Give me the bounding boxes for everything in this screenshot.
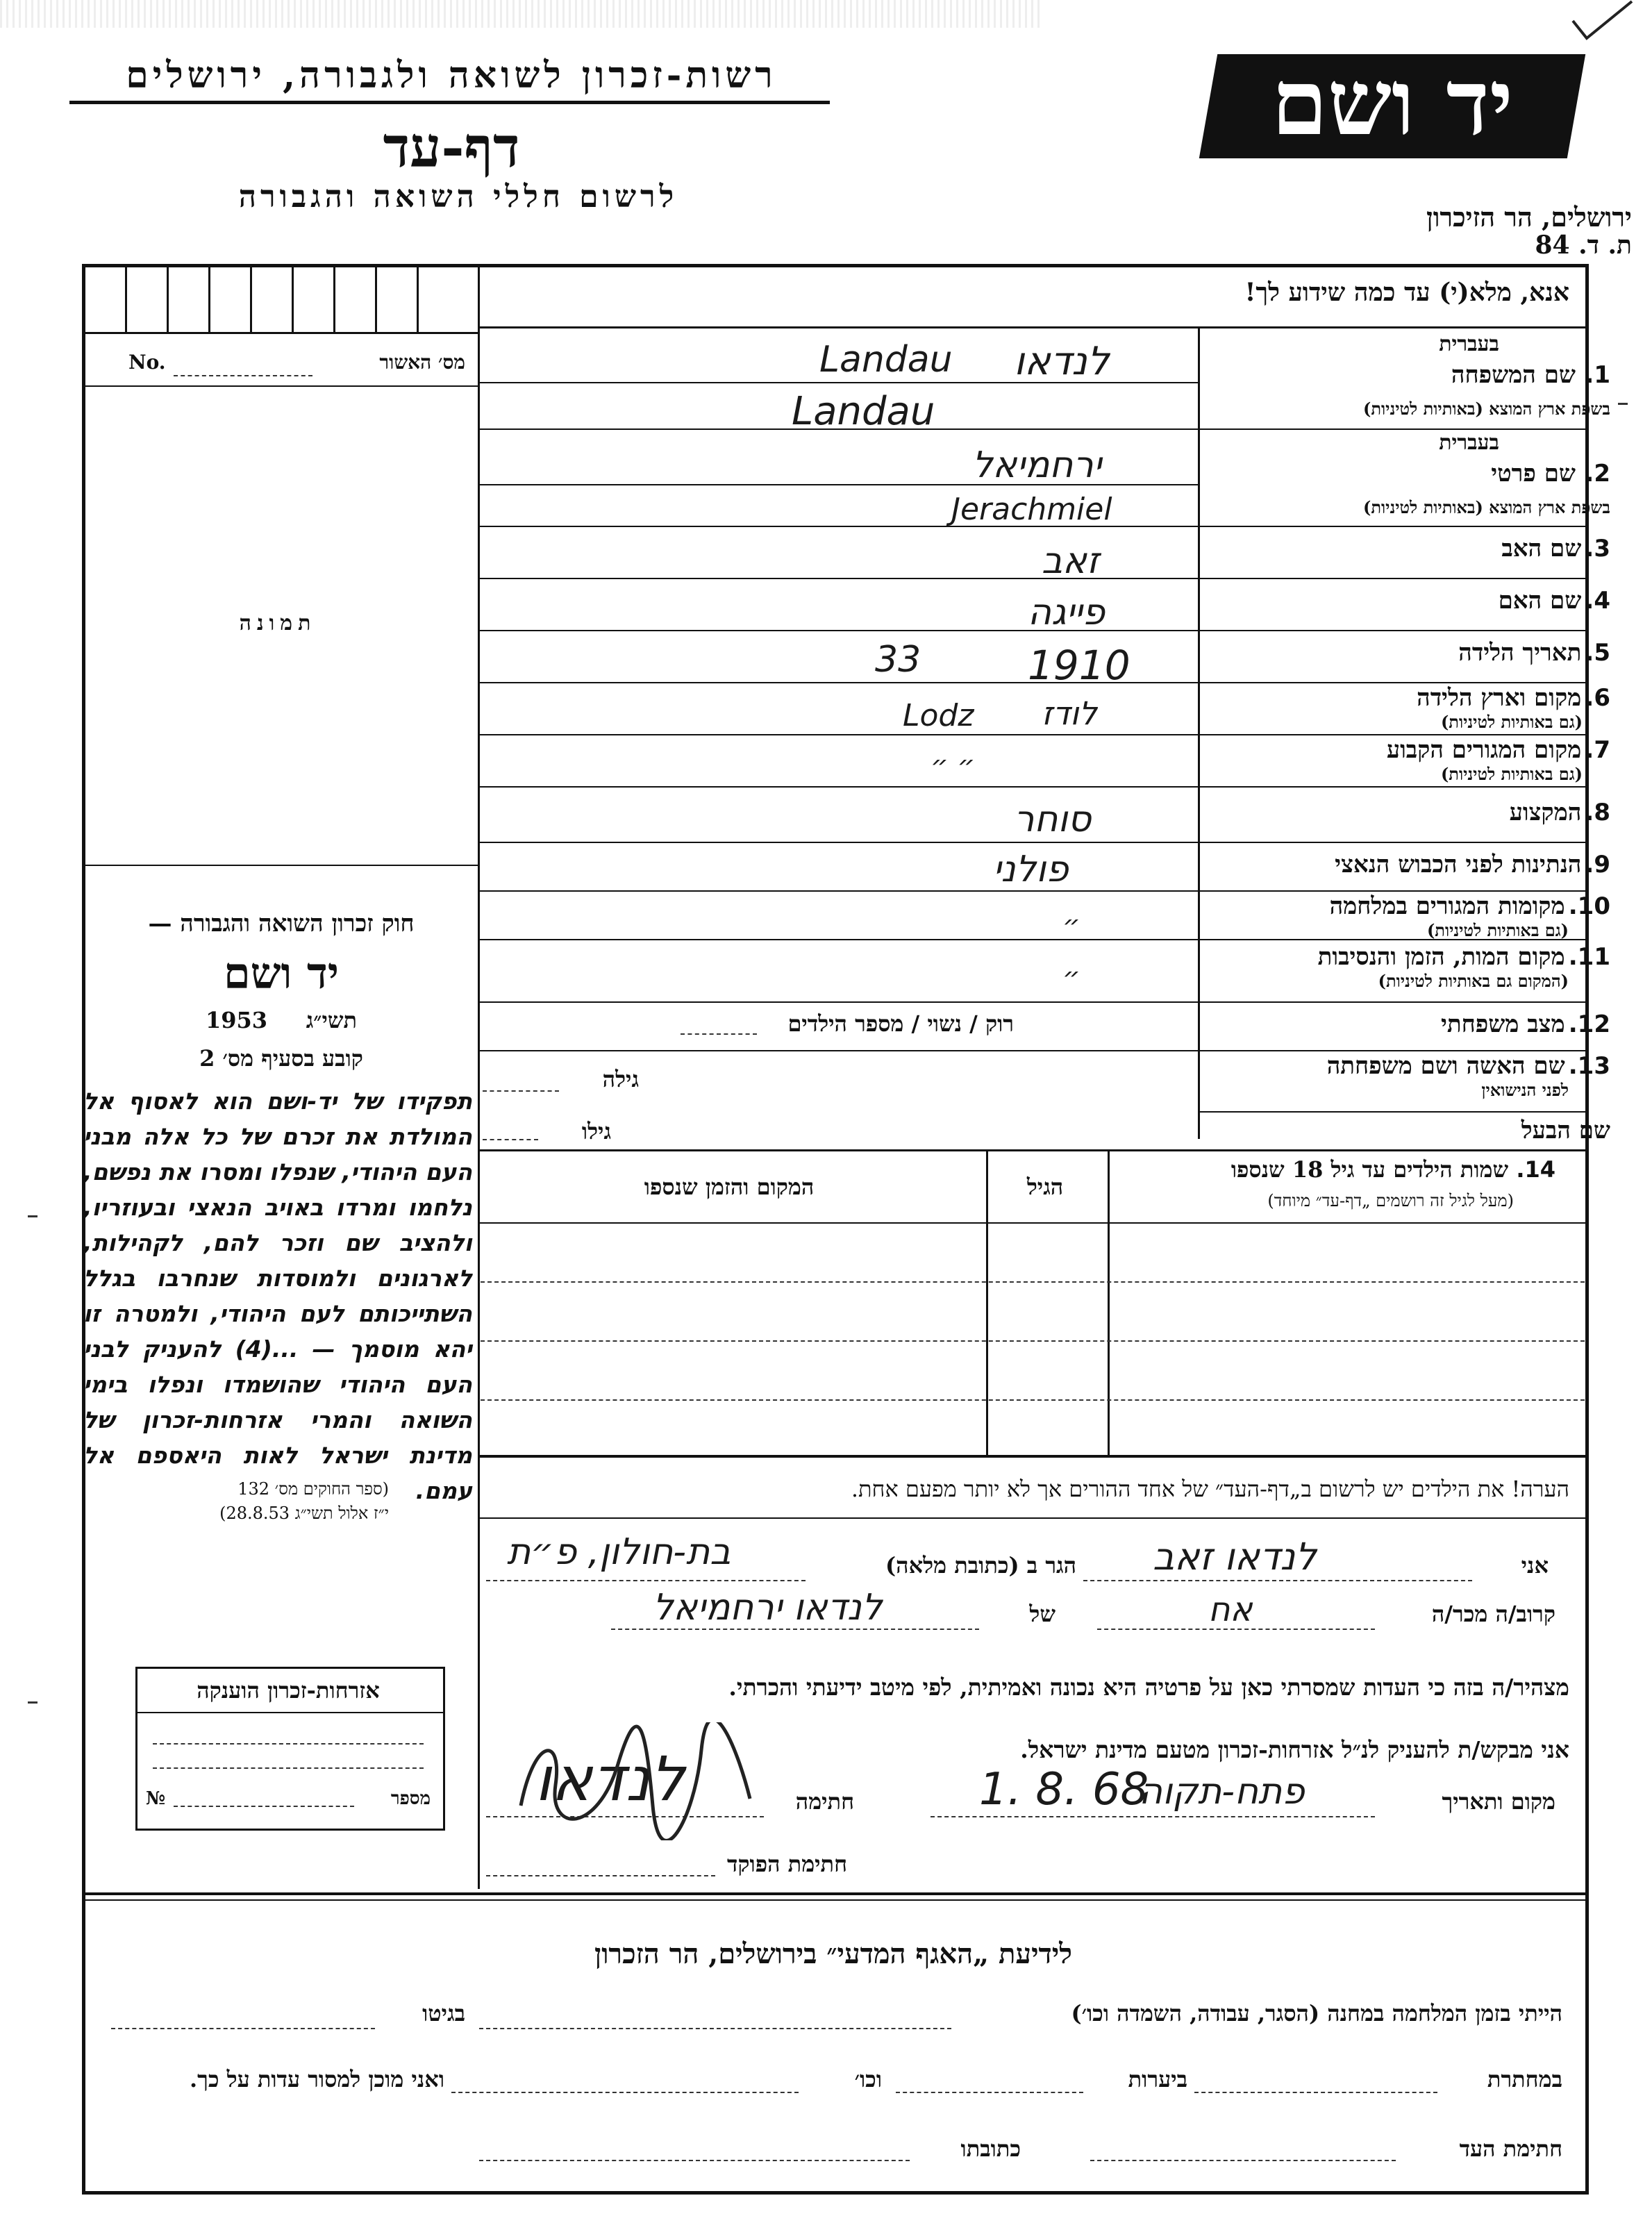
checkmark-icon: [1569, 0, 1639, 42]
official-signature-label: חתימת הפוקד: [727, 1851, 847, 1877]
field-6-value[interactable]: לודז: [1042, 694, 1097, 732]
field-13-label: [1327, 1052, 1610, 1101]
box-divider: [417, 264, 419, 333]
form-subtitle: לרשום חללי השואה והגבורה: [238, 179, 678, 215]
law-ref-1: (ספר החוקים מס׳ 132: [237, 1479, 389, 1499]
field-2-value-he[interactable]: ירחמיאל: [972, 444, 1102, 486]
approval-no-label: No.: [128, 351, 166, 374]
field-13-num: 13.: [1568, 1052, 1610, 1080]
field-7-num: 7.: [1585, 736, 1610, 764]
field-3-value[interactable]: זאב: [1042, 540, 1099, 582]
declarant-of-line: [611, 1629, 979, 1630]
row-rule: [1198, 526, 1587, 527]
field-12-num: 12.: [1568, 1010, 1610, 1038]
field-1-value-latin-2[interactable]: Landau: [792, 389, 935, 434]
row-rule: [1198, 1001, 1587, 1003]
form-title: דף-עד: [383, 115, 520, 180]
declarant-of-label: של: [1029, 1601, 1056, 1627]
box-divider: [208, 264, 210, 333]
field-7-value[interactable]: ״ ״: [931, 750, 976, 782]
authority-underline: [69, 101, 830, 104]
value-rule: [479, 1001, 1198, 1003]
footer-underground-field[interactable]: [1194, 2092, 1437, 2093]
value-rule: [479, 1050, 1198, 1051]
footer-address-field[interactable]: [479, 2160, 910, 2161]
field-11-value[interactable]: ״: [1062, 962, 1081, 994]
field-8-label: [1510, 799, 1610, 826]
citizenship-line-1[interactable]: [153, 1743, 424, 1745]
signature-label: חתימה: [795, 1788, 854, 1815]
field-5-label: [1458, 639, 1610, 667]
declarant-resides-label: הגר ב (כתובת מלאה): [885, 1552, 1076, 1579]
children-note: (מעל לגיל זה רושמים „דף-עד״ מיוחד): [1267, 1191, 1514, 1210]
footer-rule-1: [82, 1892, 1589, 1895]
field-1-num: 1.: [1585, 361, 1610, 389]
field-10-title: מקומות המגורים במלחמה: [1329, 892, 1565, 920]
field-5-value[interactable]: 1910: [1028, 642, 1130, 689]
declaration: מצהיר/ה בזה כי העדות שמסרתי כאן על פרטיה היא נכונה ואמיתית, לפי מיטב ידיעתי והכרתי.: [728, 1674, 1569, 1701]
field-1-sub: בשפת ארץ המוצא (באותיות לטיניות): [1363, 399, 1610, 419]
field-11-num: 11.: [1568, 943, 1610, 971]
field-10-sub: (גם באותיות לטיניות): [1426, 920, 1569, 940]
children-count-field[interactable]: [681, 1033, 757, 1035]
field-2-tag: בעברית: [1439, 431, 1499, 455]
label-column-border: [1198, 326, 1200, 1139]
footer-witness-field[interactable]: [1090, 2160, 1396, 2161]
footer-address: כתובתו: [960, 2135, 1021, 2162]
children-row[interactable]: [481, 1340, 1585, 1342]
row-rule: [1198, 1050, 1587, 1051]
row-rule: [1198, 428, 1587, 430]
value-rule: [479, 734, 1198, 735]
field-9-title: הנתינות לפני הכבוש הנאצי: [1335, 851, 1582, 879]
field-5-num: 5.: [1585, 639, 1610, 667]
field-8-title: המקצוע: [1509, 799, 1582, 826]
citizenship-box-title: אזרחות-זכרון הוענקה: [197, 1677, 380, 1704]
field-11-sub: (המקום גם באותיות לטיניות): [1378, 971, 1569, 991]
citizenship-line-2[interactable]: [153, 1767, 424, 1769]
box-divider: [167, 264, 169, 333]
field-6-num: 6.: [1585, 684, 1610, 712]
children-col-age: הגיל: [1026, 1174, 1064, 1200]
field-1-tag: בעברית: [1439, 332, 1499, 356]
field-6-value-latin[interactable]: Lodz: [903, 698, 974, 733]
declarant-relation-label: קרוב/ה מכר/ה: [1431, 1601, 1555, 1627]
husband-label: [1521, 1117, 1610, 1144]
box-divider: [125, 264, 127, 333]
footer-witness-signature: חתימת העד: [1459, 2135, 1562, 2162]
law-ref-2: י״ז אלול תשי״ג 28.8.53): [219, 1504, 389, 1523]
row-rule: [1198, 734, 1587, 735]
field-11-label: [1318, 943, 1610, 992]
field-9-value[interactable]: פולני: [993, 849, 1069, 890]
photo-area[interactable]: [87, 389, 476, 868]
field-9-label: [1335, 851, 1610, 879]
field-2-title: שם פרטי: [1491, 460, 1576, 488]
field-5-title: תאריך הלידה: [1458, 639, 1582, 667]
field-2-value-latin[interactable]: Jerachmiel: [951, 492, 1112, 527]
photo-bottom: [82, 865, 479, 866]
footer-title: לידיעת „האגף המדעי״ בירושלים, הר הזכרון: [594, 1938, 1072, 1970]
law-logo: יד ושם: [223, 948, 340, 999]
place-value[interactable]: פתח-תקוה: [1139, 1771, 1305, 1813]
po-box: ת. ד. 84: [1535, 231, 1632, 260]
signature-scribble-icon: [507, 1722, 771, 1840]
field-4-num: 4.: [1585, 587, 1610, 615]
law-text: תפקידו של יד-ושם הוא לאסוף אל המולדת את זכרם של כל אלה מבני העם היהודי, שנפלו ומסרו את נפשם, נלחמו ומרדו באויב הנאצי ובעוזריו, ולהציב שם וזכר להם, לקהילות, לארגונים ולמוסדות שנחרבו בגלל השתייכותם לעם היהודי, ולמטרה זו יהא מוסמך — ...(4) להעניק לבני העם היהודי שהושמדו ונפלו בימי השואה והמרי אזרחות-זכרון של מדינת ישראל לאות היאספם אל עמם.: [83, 1088, 472, 1504]
instruction-rule: [478, 326, 1587, 328]
field-9-num: 9.: [1585, 851, 1610, 879]
field-10-value[interactable]: ״: [1062, 910, 1081, 942]
frame-bottom: [82, 2191, 1589, 2195]
footer-ghetto-field[interactable]: [111, 2028, 375, 2029]
husband-age-field[interactable]: [483, 1139, 538, 1140]
footer-underground: במחתרת: [1487, 2066, 1562, 2092]
law-year-number: 1953: [205, 1007, 268, 1033]
field-2-num: 2.: [1585, 460, 1610, 488]
footer-etc-field[interactable]: [451, 2092, 799, 2093]
field-11-title: מקום המות, הזמן והנסיבות: [1317, 943, 1565, 971]
row-rule: [1198, 1111, 1587, 1113]
approval-number-field[interactable]: [174, 375, 312, 376]
place-date-line: [931, 1816, 1375, 1817]
children-title: שמות הילדים עד גיל 18 שנספו: [1230, 1156, 1509, 1183]
field-3-num: 3.: [1585, 535, 1610, 563]
row-rule: [1198, 578, 1587, 579]
citizenship-number-label: מספר: [390, 1788, 431, 1809]
field-10-num: 10.: [1568, 892, 1610, 920]
field-8-num: 8.: [1585, 799, 1610, 826]
photo-label: תמונה: [239, 611, 317, 635]
field-13-title: שם האשה ושם משפחתה: [1326, 1052, 1565, 1080]
children-label: [1111, 1156, 1555, 1183]
row-rule: [1198, 786, 1587, 788]
remark-rule: [478, 1517, 1587, 1519]
authority-name: רשות-זכרון לשואה ולגבורה, ירושלים: [126, 54, 777, 97]
declarant-of-name[interactable]: לנדאו ירחמיאל: [653, 1587, 883, 1629]
footer-forests: ביערות: [1128, 2066, 1187, 2092]
margin-mark: [28, 1701, 37, 1704]
footer-line-1: הייתי בזמן המלחמה במחנה (הסגר, עבודה, השמדה וכו׳): [1071, 2000, 1562, 2026]
children-col-age-right: [1108, 1149, 1110, 1455]
field-7-label: [1387, 736, 1610, 785]
address: ירושלים, הר הזיכרון: [1426, 201, 1632, 233]
footer-etc: וכו׳: [854, 2066, 882, 2092]
law-year: [90, 1007, 472, 1033]
field-6-label: [1417, 684, 1610, 733]
citizenship-title-rule: [135, 1712, 444, 1713]
children-col-place: המקום והזמן שנספו: [644, 1174, 815, 1200]
value-rule: [479, 842, 1198, 843]
declarant-relation[interactable]: אח: [1208, 1590, 1253, 1629]
field-8-value[interactable]: סוחר: [1014, 799, 1092, 840]
footer-forests-field[interactable]: [896, 2092, 1083, 2093]
row-rule: [1198, 682, 1587, 683]
field-6-title: מקום וארץ הלידה: [1417, 684, 1582, 712]
law-year-hebrew: תשי״ג: [306, 1007, 358, 1033]
declarant-address[interactable]: בת-חולון, פ״ת: [507, 1531, 731, 1573]
box-divider: [375, 264, 377, 333]
field-5-value-extra[interactable]: 33: [875, 639, 921, 681]
children-row[interactable]: [481, 1399, 1585, 1401]
instruction: אנא, מלא(י) עד כמה שידוע לך!: [1244, 278, 1569, 307]
place-date-label: מקום ותאריך: [1442, 1788, 1555, 1815]
wife-age-field[interactable]: [483, 1090, 559, 1092]
field-3-label: [1501, 535, 1610, 563]
citizenship-request: אני מבקש/ת להעניק לנ״ל אזרחות-זכרון מטעם מדינת ישראל.: [1020, 1736, 1569, 1763]
law-title: חוק זכרון השואה והגבורה —: [148, 910, 415, 938]
value-rule: [479, 786, 1198, 788]
children-header-rule: [478, 1222, 1587, 1224]
declarant-name-line: [1083, 1580, 1472, 1581]
children-col-age-left: [986, 1149, 988, 1455]
field-7-sub: (גם באותיות לטיניות): [1440, 764, 1583, 784]
box-divider: [292, 264, 294, 333]
approval-divider: [82, 385, 479, 387]
footer-ready: ואני מוכן למסור עדות על כך.: [189, 2066, 444, 2092]
husband-title: שם הבעל: [1521, 1117, 1610, 1144]
field-12-value: רוק / נשוי / מספר הילדים: [787, 1010, 1014, 1037]
margin-mark: [1618, 403, 1628, 405]
field-4-title: שם האם: [1498, 587, 1582, 615]
signature[interactable]: לנדאו: [535, 1743, 685, 1815]
approval-label: מס׳ האשור: [379, 351, 465, 374]
field-13-value: גילה: [602, 1066, 639, 1092]
remark: הערה! את הילדים יש לרשום ב„דף-העד״ של אחד ההורים אך לא יותר מפעם אחת.: [851, 1476, 1569, 1502]
children-num: 14.: [1516, 1156, 1555, 1183]
field-10-label: [1330, 892, 1610, 941]
law-clause: קובע בסעיף מס׳ 2: [199, 1045, 363, 1072]
declarant-ani-label: אני: [1521, 1552, 1549, 1579]
frame-top: [82, 264, 1589, 267]
children-top-rule: [478, 1149, 1587, 1151]
field-1-value-latin[interactable]: Landau: [819, 339, 953, 381]
field-4-value[interactable]: פייגה: [1028, 592, 1105, 633]
field-12-title: מצב משפחתי: [1440, 1010, 1565, 1038]
citizenship-number-sign: №: [146, 1788, 166, 1809]
official-signature-line[interactable]: [486, 1875, 715, 1876]
declarant-address-line: [486, 1580, 806, 1581]
field-4-label: [1499, 587, 1610, 615]
row-rule: [1198, 630, 1587, 631]
margin-mark: [28, 1215, 37, 1217]
logo-text: יד ושם: [1271, 49, 1514, 156]
field-3-title: שם האב: [1501, 535, 1582, 563]
footer-rule-2: [82, 1899, 1589, 1901]
value-rule: [479, 890, 1198, 892]
footer-camp-field[interactable]: [479, 2028, 951, 2029]
box-divider: [333, 264, 335, 333]
field-12-label: [1441, 1010, 1610, 1038]
row-rule: [1198, 842, 1587, 843]
row-rule: [1198, 890, 1587, 892]
field-6-sub: (גם באותיות לטיניות): [1440, 712, 1583, 732]
boxes-bottom: [82, 332, 479, 334]
field-7-title: מקום המגורים הקבוע: [1386, 736, 1582, 764]
scan-noise: [0, 0, 1042, 28]
husband-value: גילו: [581, 1118, 611, 1144]
value-rule: [479, 939, 1198, 940]
date-value[interactable]: 1. 8. 68: [979, 1764, 1149, 1815]
field-1-title: שם המשפחה: [1451, 361, 1576, 389]
field-2-sub: בשפת ארץ המוצא (באותיות לטיניות): [1363, 497, 1610, 517]
field-1-value-he[interactable]: לנדאו: [1014, 339, 1110, 384]
box-divider: [250, 264, 252, 333]
children-row[interactable]: [481, 1281, 1585, 1283]
field-13-sub: לפני הנישואין: [1481, 1080, 1569, 1100]
children-bottom-rule: [478, 1455, 1587, 1458]
citizenship-number-field[interactable]: [174, 1806, 354, 1807]
declarant-name[interactable]: לנדאו זאב: [1153, 1535, 1317, 1579]
footer-ghetto: בגיטו: [422, 2000, 465, 2026]
left-column-border: [478, 264, 480, 1889]
